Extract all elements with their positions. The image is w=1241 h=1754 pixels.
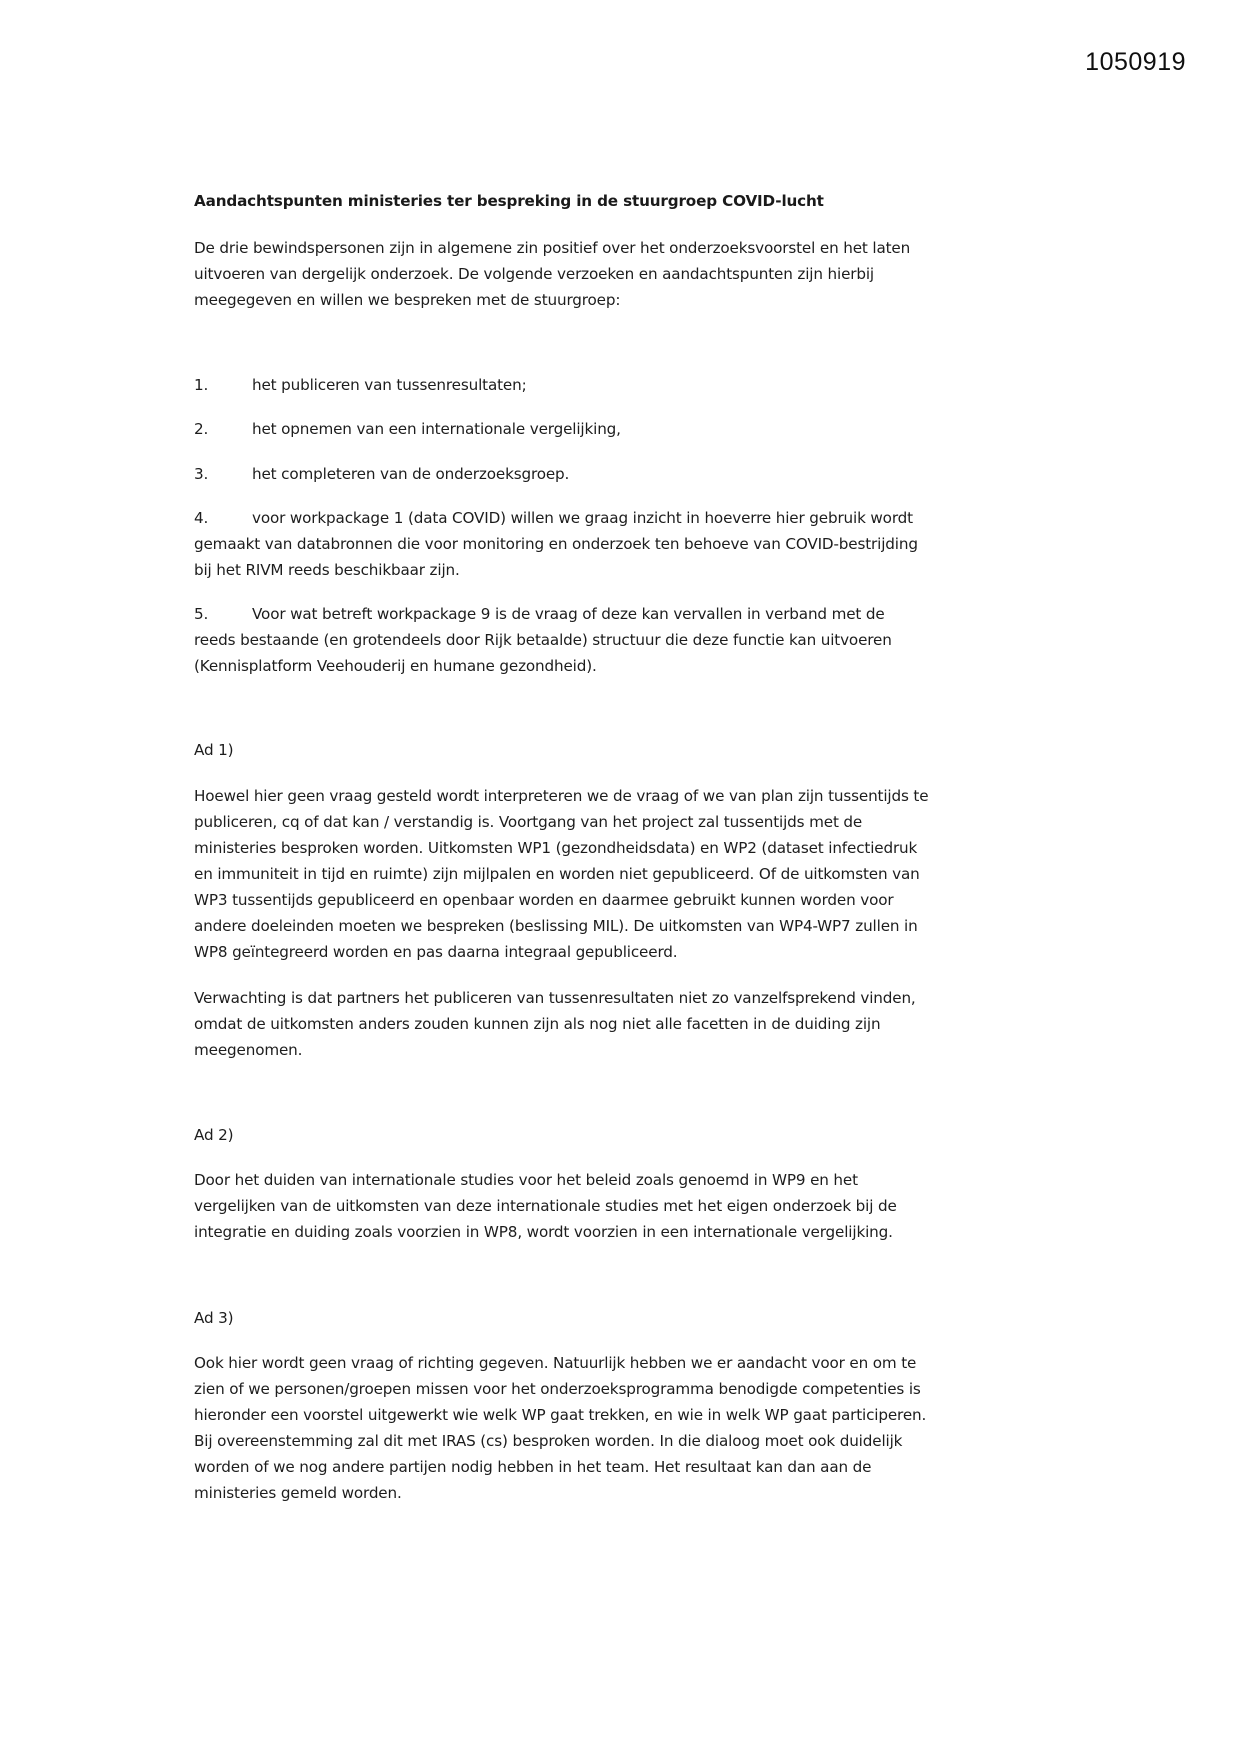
list-item-number: 5.: [194, 605, 209, 624]
section-paragraph: Hoewel hier geen vraag gesteld wordt interpreteren we de vraag of we van plan zijn tussentijds te publiceren, cq of dat kan / verstandig is. Voortgang van het project zal tussentijds met de ministeries besproken worden. Uitkomsten WP1 (gezondheidsdata) en WP2 (dataset infectiedruk en immuniteit in tijd en ruimte) zijn mijlpalen en worden niet gepubliceerd. Of de uitkomsten van WP3 tussentijds gepubliceerd en openbaar worden en daarmee gebruikt kunnen worden voor andere doeleinden moeten we bespreken (beslissing MIL). De uitkomsten van WP4-WP7 zullen in WP8 geïntegreerd worden en pas daarna integraal gepubliceerd.: [194, 786, 929, 962]
list-item-number: 3.: [194, 464, 209, 483]
list-item-text: Voor wat betreft workpackage 9 is de vraag of deze kan vervallen in verband met de reeds bestaande (en grotendeels door Rijk betaalde) structuur die deze functie kan uitvoeren (Kennisplatform Veehouderij en humane gezondheid).: [194, 605, 892, 676]
section-paragraph: Ook hier wordt geen vraag of richting gegeven. Natuurlijk hebben we er aandacht voor en om te zien of we personen/groepen missen voor het onderzoeksprogramma benodigde competenties is hieronder een voorstel uitgewerkt wie welk WP gaat trekken, en wie in welk WP gaat participeren. Bij overeenstemming zal dit met IRAS (cs) besproken worden. In die dialoog moet ook duidelijk worden of we nog andere partijen nodig hebben in het team. Het resultaat kan dan aan de ministeries gemeld worden.: [194, 1353, 927, 1503]
list-item-number: 4.: [194, 508, 209, 527]
list-item: [194, 416, 929, 442]
section-heading: Ad 1): [194, 741, 234, 760]
section-ad-1: [194, 737, 929, 1063]
list-item: [194, 461, 929, 487]
list-item-text: het completeren van de onderzoeksgroep.: [252, 464, 570, 483]
document-body: [194, 190, 929, 1526]
document-number: 1050919: [1085, 48, 1186, 76]
list-item-text: voor workpackage 1 (data COVID) willen we graag inzicht in hoeverre hier gebruik wordt gemaakt van databronnen die voor monitoring en onderzoek ten behoeve van COVID-bestrijding bij het RIVM reeds beschikbaar zijn.: [194, 508, 918, 579]
section-ad-3: [194, 1305, 929, 1507]
intro-paragraph: De drie bewindspersonen zijn in algemene zin positief over het onderzoeksvoorstel en het laten uitvoeren van dergelijk onderzoek. De volgende verzoeken en aandachtspunten zijn hierbij meegegeven en willen we bespreken met de stuurgroep:: [194, 238, 911, 310]
section-ad-2: [194, 1122, 929, 1246]
section-paragraph: Door het duiden van internationale studies voor het beleid zoals genoemd in WP9 en het vergelijken van de uitkomsten van deze internationale studies met het eigen onderzoek bij de integratie en duiding zoals voorzien in WP8, wordt voorzien in een internationale vergelijking.: [194, 1171, 897, 1242]
section-paragraph: Verwachting is dat partners het publiceren van tussenresultaten niet zo vanzelfsprekend vinden, omdat de uitkomsten anders zouden kunnen zijn als nog niet alle facetten in de duiding zijn meegenomen.: [194, 988, 916, 1059]
list-item-text: het opnemen van een internationale vergelijking,: [252, 420, 621, 439]
list-item-text: het publiceren van tussenresultaten;: [252, 376, 527, 395]
page-title: Aandachtspunten ministeries ter bespreking in de stuurgroep COVID-lucht: [194, 192, 824, 210]
section-heading: Ad 3): [194, 1308, 234, 1327]
list-item: [194, 372, 929, 398]
spacer: [194, 1265, 929, 1305]
section-heading: Ad 2): [194, 1126, 234, 1145]
spacer: [194, 332, 929, 372]
list-item: [194, 601, 929, 679]
numbered-list: [194, 372, 929, 679]
list-item: [194, 505, 929, 583]
list-item-number: 1.: [194, 376, 209, 395]
spacer: [194, 1082, 929, 1122]
spacer: [194, 697, 929, 737]
list-item-number: 2.: [194, 420, 209, 439]
